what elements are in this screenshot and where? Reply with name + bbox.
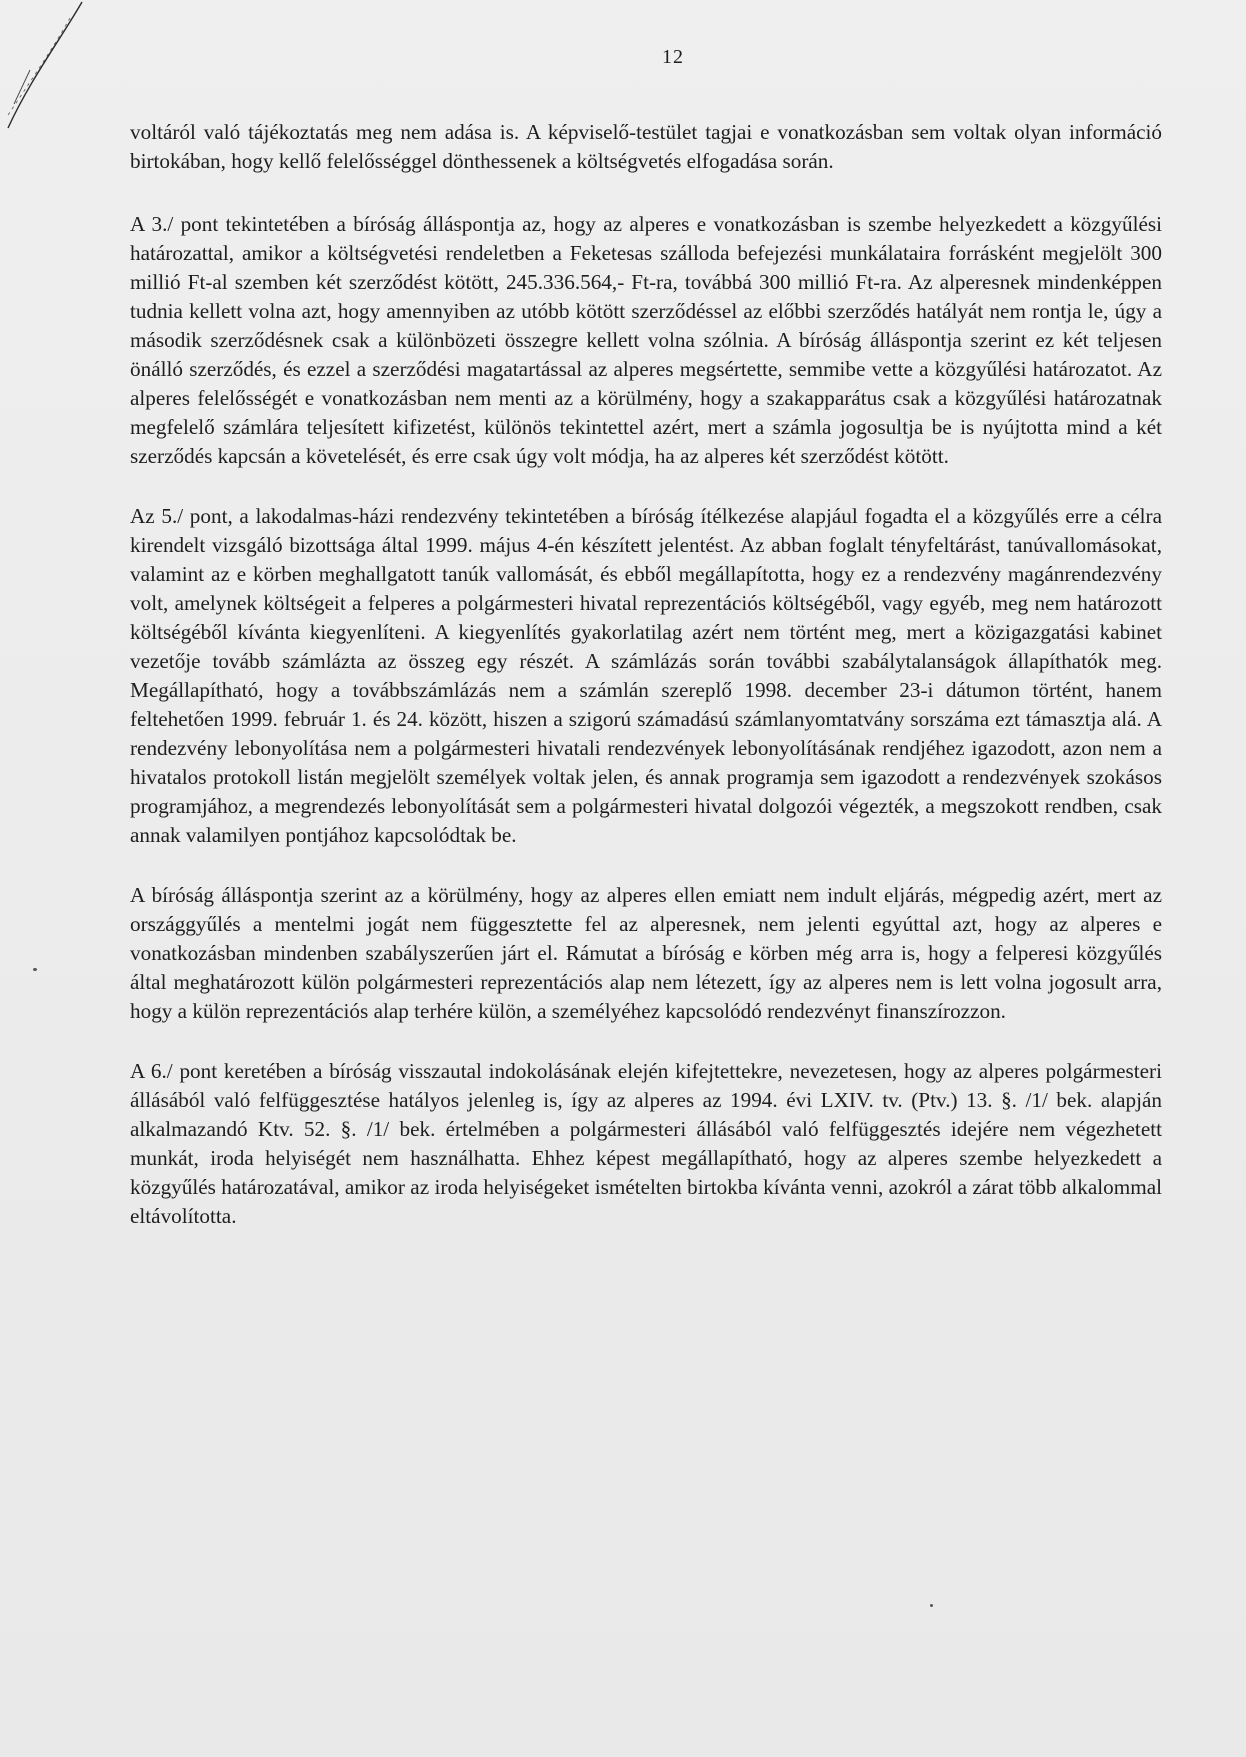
paragraph-1: voltáról való tájékoztatás meg nem adása is. A képviselő-testület tagjai e vonatkozásban sem voltak olyan információ birtokában, hogy kellő felelősséggel dönthessenek a költségvetés elfogadása során. <box>130 120 1162 173</box>
scan-speck <box>930 1604 933 1607</box>
scan-streak-mark <box>0 0 90 130</box>
paragraph-5: A 6./ pont keretében a bíróság visszautal indokolásának elején kifejtettekre, nevezetesen, hogy az alperes polgármesteri állásából való felfüggesztése hatályos jelenleg is, így az alperes az 1994. évi LXIV. tv. (Ptv.) 13. §. /1/ bek. alapján alkalmazandó Ktv. 52. §. /1/ bek. értelmében a polgármesteri állásából való felfüggesztés idejére nem végezhetett munkát, iroda helyiségét nem használhatta. Ehhez képest megállapítható, hogy az alperes szembe helyezkedett a közgyűlés határozatával, amikor az iroda helyiségeket ismételten birtokba kívánta venni, azokról a zárat több alkalommal eltávolította. <box>130 1059 1162 1228</box>
page-number: 12 <box>662 46 684 68</box>
paragraph-2: A 3./ pont tekintetében a bíróság álláspontja az, hogy az alperes e vonatkozásban is szembe helyezkedett a közgyűlési határozattal, amikor a költségvetési rendeletben a Feketesas szálloda befejezési munkálataira forrásként megjelölt 300 millió Ft-al szemben két szerződést kötött, 245.336.564,- Ft-ra, továbbá 300 millió Ft-ra. Az alperesnek mindenképpen tudnia kellett volna azt, hogy amennyiben az utóbb kötött szerződéssel az előbbi szerződés hatályát nem rontja le, úgy a második szerződésnek csak a különbözeti összegre kellett volna szólnia. A bíróság álláspontja szerint ez két teljesen önálló szerződés, és ezzel a szerződési magatartással az alperes megsértette, semmibe vette a közgyűlési határozatot. Az alperes felelősségét e vonatkozásban nem menti az a körülmény, hogy a szakapparátus csak a közgyűlési határozatnak megfelelő számlára teljesített kifizetést, különös tekintettel azért, mert a számla jogosultja be is nyújtotta mind a két szerződés kapcsán a követelését, és erre csak úgy volt módja, ha az alperes két szerződést kötött. <box>130 212 1162 468</box>
scan-speck <box>33 968 37 971</box>
paragraph-4: A bíróság álláspontja szerint az a körülmény, hogy az alperes ellen emiatt nem indult eljárás, mégpedig azért, mert az országgyűlés a mentelmi jogát nem függesztette fel az alperesnek, nem jelenti egyúttal azt, hogy az alperes e vonatkozásban mindenben szabályszerűen járt el. Rámutat a bíróság e körben még arra is, hogy a felperesi közgyűlés által meghatározott külön polgármesteri reprezentációs alap nem létezett, így az alperes nem is lett volna jogosult arra, hogy a külön reprezentációs alap terhére külön, a személyéhez kapcsolódó rendezvényt finanszírozzon. <box>130 883 1162 1023</box>
document-body <box>130 118 1162 1262</box>
paragraph-3: Az 5./ pont, a lakodalmas-házi rendezvény tekintetében a bíróság ítélkezése alapjául fogadta el a közgyűlés erre a célra kirendelt vizsgáló bizottsága által 1999. május 4-én készített jelentést. Az abban foglalt tényfeltárást, tanúvallomásokat, valamint az e körben meghallgatott tanúk vallomását, és ebből megállapította, hogy ez a rendezvény magánrendezvény volt, amelynek költségeit a felperes a polgármesteri hivatal reprezentációs költségéből, vagy egyéb, meg nem határozott költségéből kívánta kiegyenlíteni. A kiegyenlítés gyakorlatilag azért nem történt meg, mert a közigazgatási kabinet vezetője tovább számlázta az összeg egy részét. A számlázás során további szabálytalanságok állapíthatók meg. Megállapítható, hogy a továbbszámlázás nem a számlán szereplő 1998. december 23-i dátumon történt, hanem feltehetően 1999. február 1. és 24. között, hiszen a szigorú számadású számlanyomtatvány sorszáma ezt támasztja alá. A rendezvény lebonyolítása nem a polgármesteri hivatali rendezvények lebonyolításának rendjéhez igazodott, azon nem a hivatalos protokoll listán megjelölt személyek voltak jelen, és annak programja sem igazodott a rendezvények szokásos programjához, a megrendezés lebonyolítását sem a polgármesteri hivatal dolgozói végezték, a megszokott rendben, csak annak valamilyen pontjához kapcsolódtak be. <box>130 504 1162 847</box>
